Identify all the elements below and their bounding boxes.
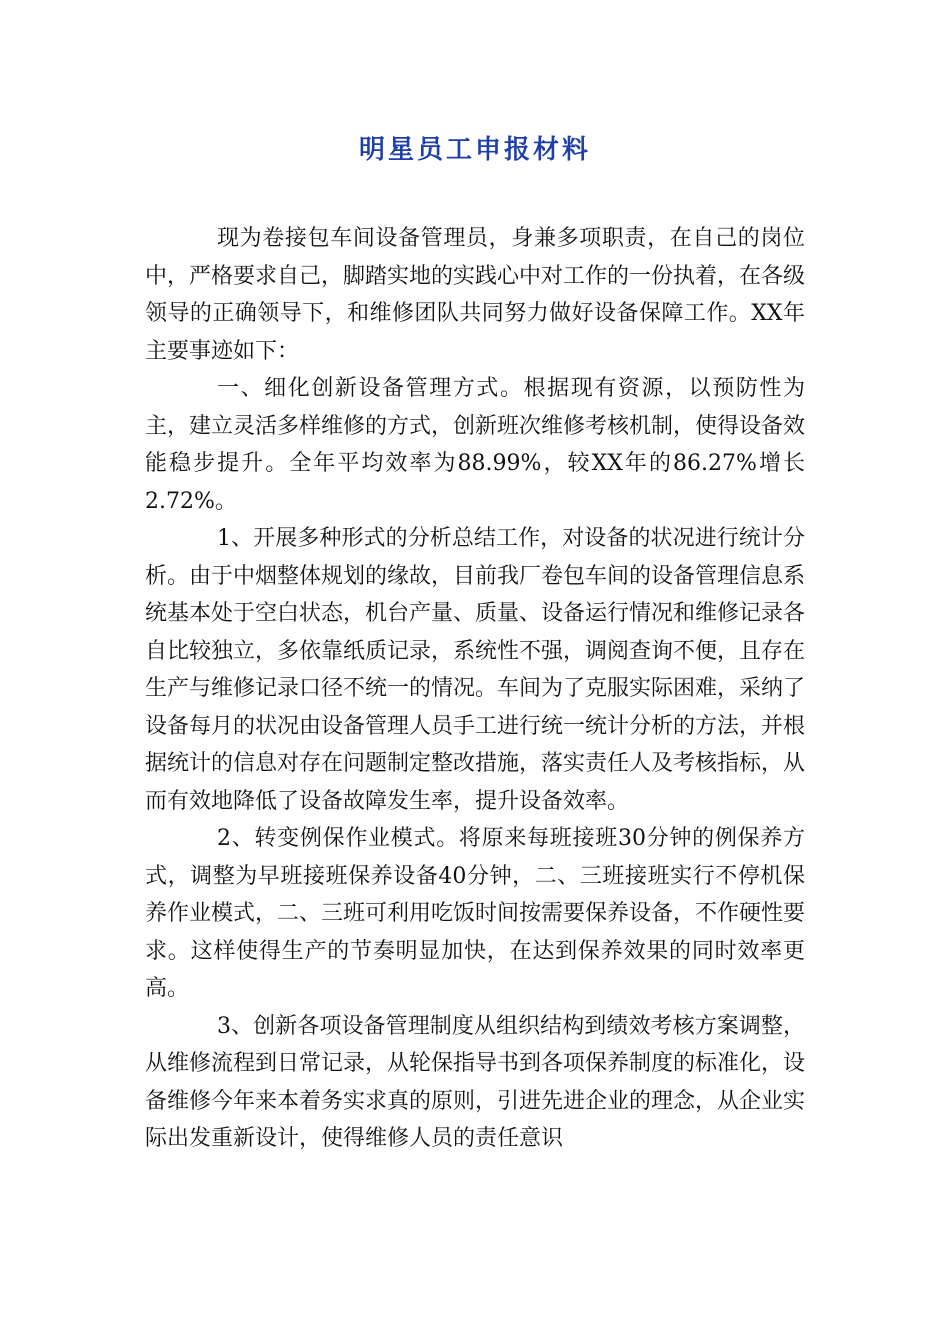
paragraph-section-1: 一、细化创新设备管理方式。根据现有资源，以预防性为主，建立灵活多样维修的方式，创新班次维修考核机制，使得设备效能稳步提升。全年平均效率为88.99%，较XX年的86.27%增长2.72%。	[145, 376, 806, 514]
paragraph-item-3: 3、创新各项设备管理制度从组织结构到绩效考核方案调整，从维修流程到日常记录，从轮保指导书到各项保养制度的标准化，设备维修今年来本着务实求真的原则，引进先进企业的理念，从企业实际出发重新设计，使得维修人员的责任意识	[145, 1013, 806, 1151]
document-body	[145, 220, 805, 1158]
document-title: 明星员工申报材料	[358, 135, 591, 165]
paragraph-item-1: 1、开展多种形式的分析总结工作，对设备的状况进行统计分析。由于中烟整体规划的缘故，目前我厂卷包车间的设备管理信息系统基本处于空白状态，机台产量、质量、设备运行情况和维修记录各自比较独立，多依靠纸质记录，系统性不强，调阅查询不便，且存在生产与维修记录口径不统一的情况。车间为了克服实际困难，采纳了设备每月的状况由设备管理人员手工进行统一统计分析的方法，并根据统计的信息对存在问题制定整改措施，落实责任人及考核指标，从而有效地降低了设备故障发生率，提升设备效率。	[145, 526, 806, 814]
paragraph-intro: 现为卷接包车间设备管理员，身兼多项职责，在自己的岗位中，严格要求自己，脚踏实地的实践心中对工作的一份执着，在各级领导的正确领导下，和维修团队共同努力做好设备保障工作。XX年主要事迹如下：	[145, 226, 806, 364]
paragraph-item-2: 2、转变例保作业模式。将原来每班接班30分钟的例保养方式，调整为早班接班保养设备40分钟，二、三班接班实行不停机保养作业模式，二、三班可利用吃饭时间按需要保养设备，不作硬性要求。这样使得生产的节奏明显加快，在达到保养效果的同时效率更高。	[145, 826, 806, 1001]
